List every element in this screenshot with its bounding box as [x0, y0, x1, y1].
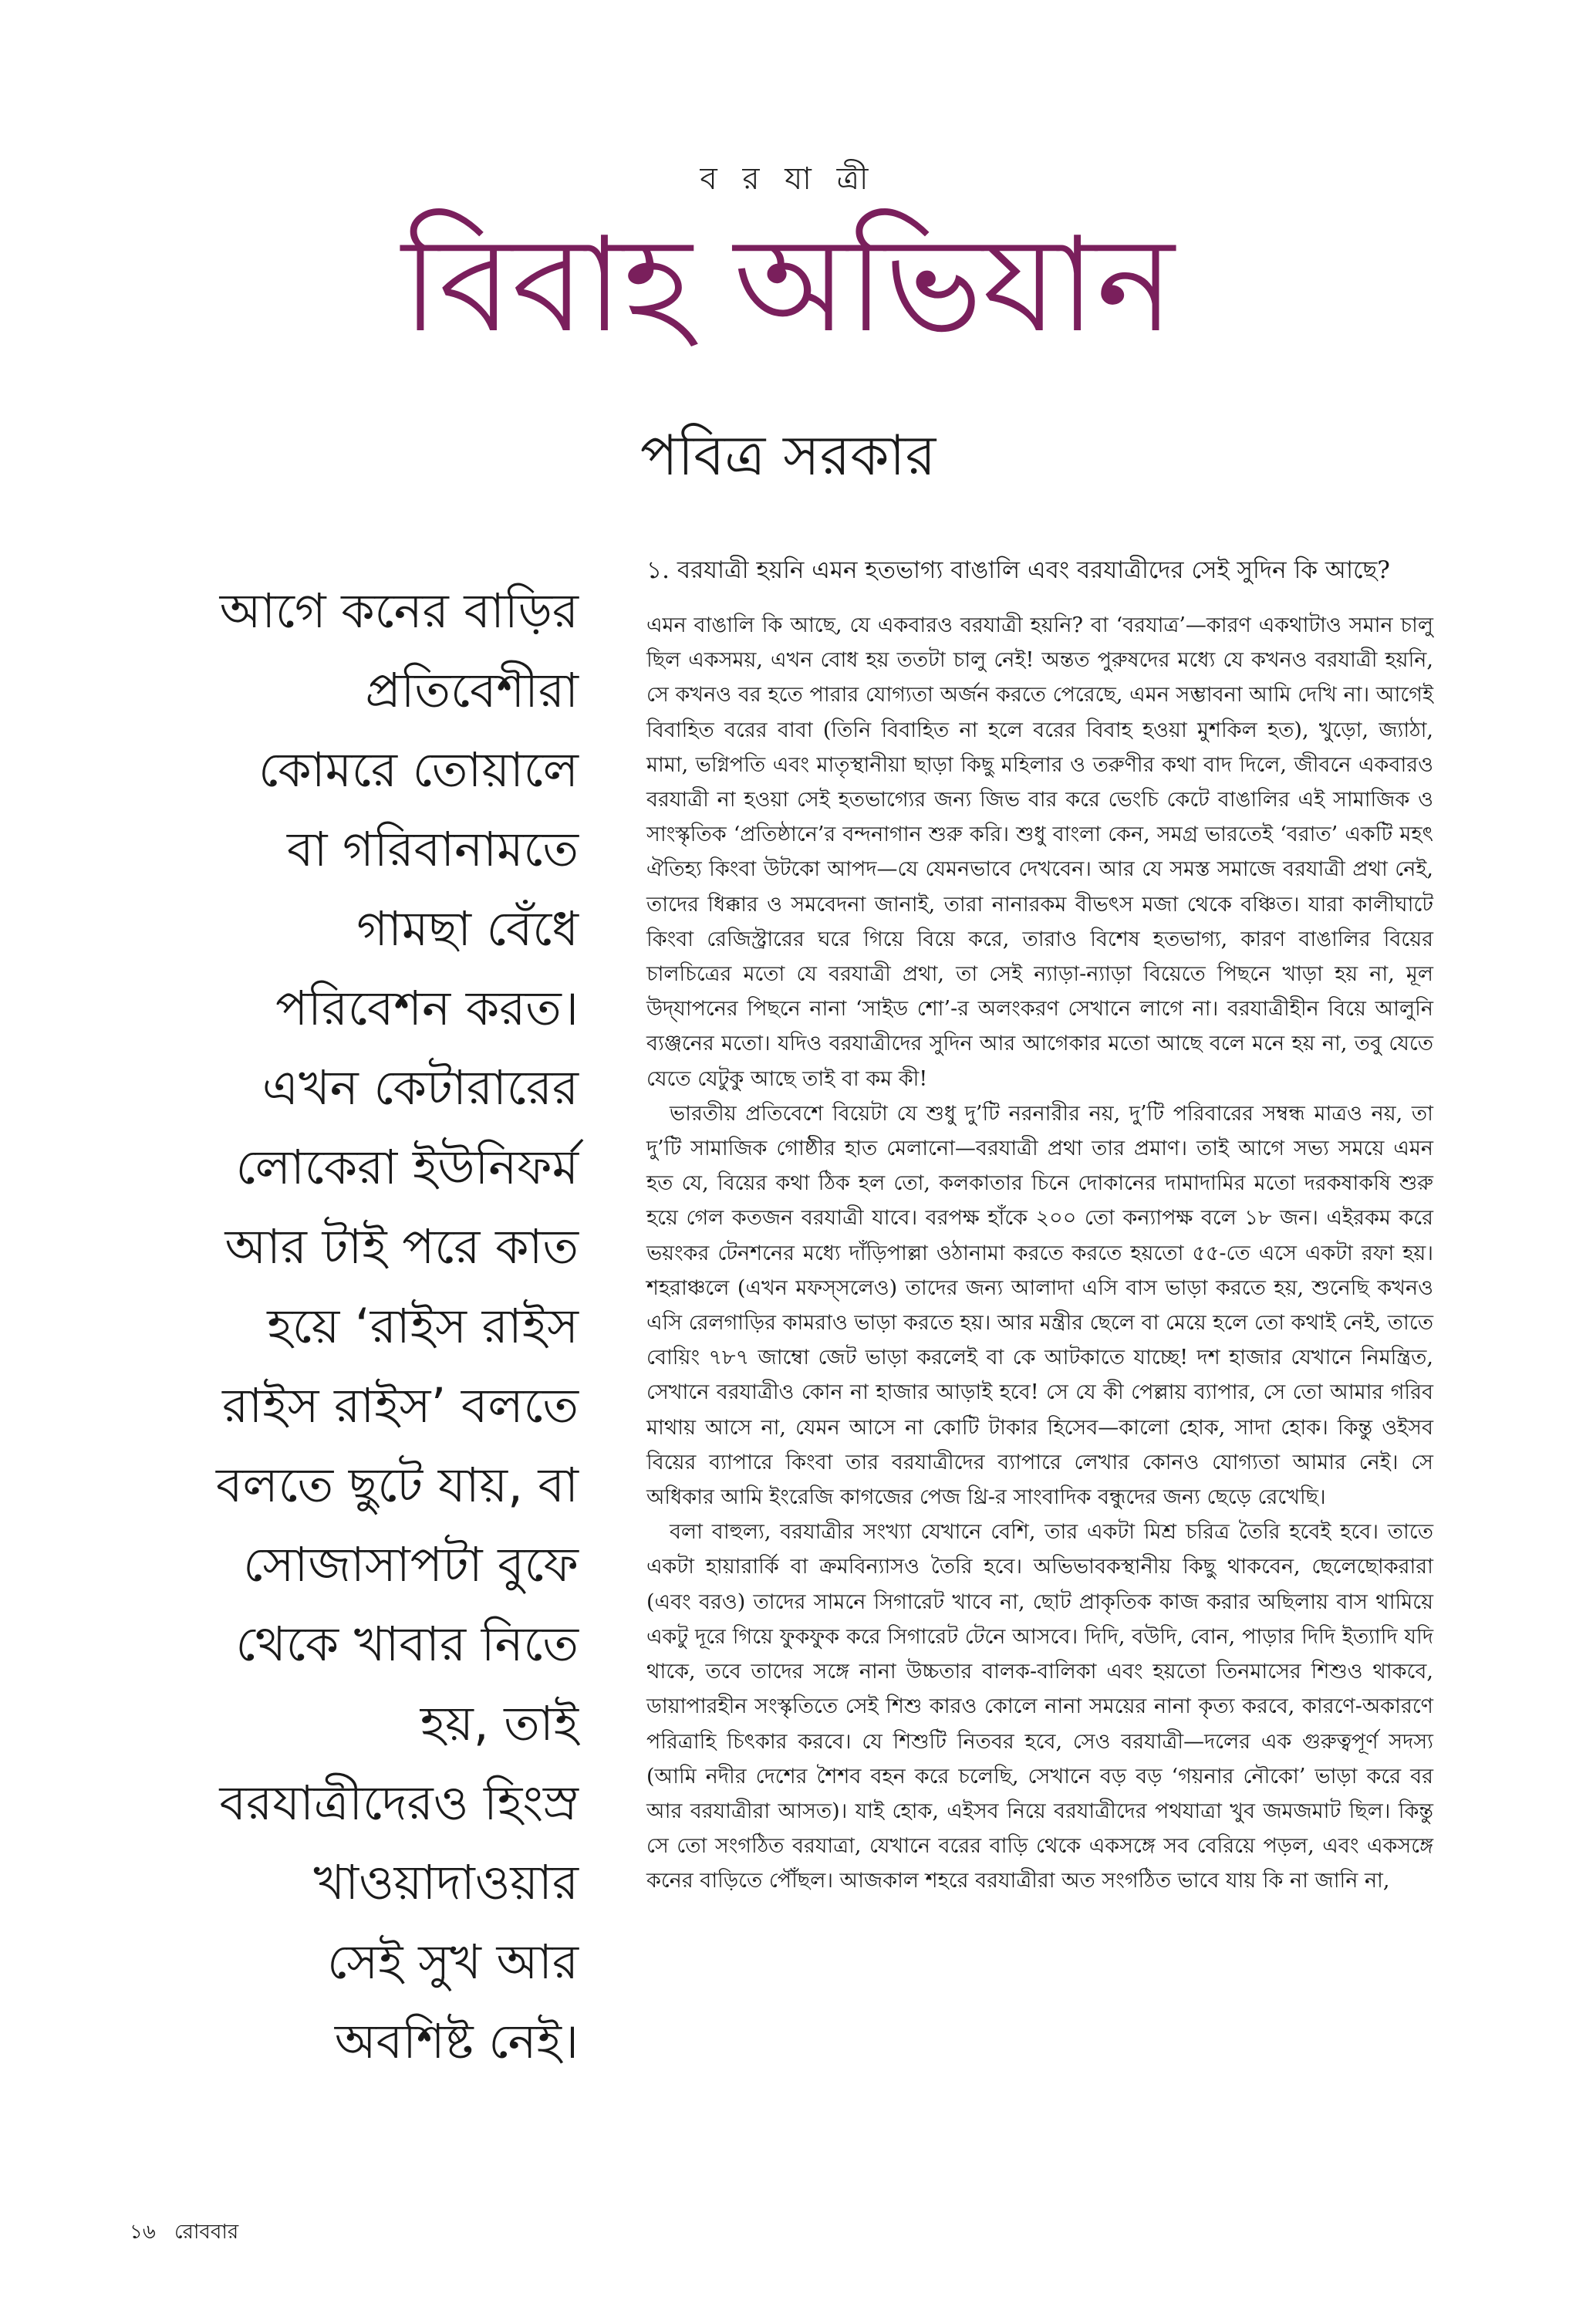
pull-quote-line: হয়, তাই: [420, 1695, 579, 1751]
pull-quote-line: থেকে খাবার নিতে: [235, 1616, 579, 1672]
article-paragraph: বলা বাহুল্য, বরযাত্রীর সংখ্যা যেখানে বেশি, তার একটা মিশ্র চরিত্র তৈরি হবেই হবে। তাতে একটা হায়ারার্কি বা ক্রমবিন্যাসও তৈরি হবে। অভিভাবকস্থানীয় কিছু থাকবেন, ছেলেছোকরারা (এবং বরও) তাদের সামনে সিগারেট খাবে না, ছোট প্রাকৃতিক কাজ করার অছিলায় বাস থামিয়ে একটু দূরে গিয়ে ফুকফুক করে সিগারেট টেনে আসবে। দিদি, বউদি, বোন, পাড়ার দিদি ইত্যাদি যদি থাকে, তবে তাদের সঙ্গে নানা উচ্চতার বালক-বালিকা এবং হয়তো তিনমাসের শিশুও থাকবে, ডায়াপারহীন সংস্কৃতিতে সেই শিশু কারও কোলে নানা সময়ের নানা কৃত্য করবে, কারণে-অকারণে পরিত্রাহি চিৎকার করবে। যে শিশুটি নিতবর হবে, সেও বরযাত্রী—দলের এক গুরুত্বপূর্ণ সদস্য (আমি নদীর দেশের শৈশব বহন করে চলেছি, সেখানে বড় বড় ‘গয়নার নৌকো’ ভাড়া করে বর আর বরযাত্রীরা আসত)। যাই হোক, এইসব নিয়ে বরযাত্রীদের পথযাত্রা খুব জমজমাট ছিল। কিন্তু সে তো সংগঠিত বরযাত্রা, যেখানে বরের বাড়ি থেকে একসঙ্গে সব বেরিয়ে পড়ল, এবং একসঙ্গে কনের বাড়িতে পৌঁছল। আজকাল শহরে বরযাত্রীরা অত সংগঠিত ভাবে যায় কি না জানি না,: [646, 1520, 1433, 1893]
page-number: ১৬: [130, 2221, 156, 2244]
pull-quote-line: বলতে ছুটে যায়, বা: [216, 1457, 579, 1513]
author-name: পবিত্র সরকার: [640, 423, 936, 488]
pull-quote: [116, 571, 579, 2081]
article-body: [646, 554, 1433, 1899]
pull-quote-line: পরিবেশন করত।: [275, 980, 579, 1036]
pull-quote-line: লোকেরা ইউনিফর্ম: [235, 1139, 579, 1195]
pull-quote-line: বরযাত্রীদেরও হিংস্র: [219, 1775, 579, 1831]
pull-quote-line: খাওয়াদাওয়ার: [313, 1854, 579, 1910]
pull-quote-line: রাইস রাইস’ বলতে: [222, 1377, 579, 1434]
pull-quote-line: এখন কেটারারের: [262, 1059, 579, 1116]
pull-quote-line: আগে কনের বাড়ির: [219, 583, 579, 639]
pull-quote-line: কোমরে তোয়ালে: [258, 741, 579, 798]
pull-quote-line: বা গরিবানামতে: [286, 821, 579, 877]
pull-quote-line: অবশিষ্ট নেই।: [334, 2013, 579, 2069]
interview-question: ১. বরযাত্রী হয়নি এমন হতভাগ্য বাঙালি এবং বরযাত্রীদের সেই সুদিন কি আছে?: [646, 556, 1390, 584]
pull-quote-line: সেই সুখ আর: [327, 1934, 579, 1990]
pull-quote-line: হয়ে ‘রাইস রাইস: [267, 1298, 579, 1354]
pull-quote-line: গামছা বেঁধে: [356, 900, 579, 957]
page-footer: [130, 2216, 238, 2250]
article-title: বিবাহ অভিযান: [401, 209, 1175, 362]
article-paragraph: ভারতীয় প্রতিবেশে বিয়েটা যে শুধু দু’টি নরনারীর নয়, দু’টি পরিবারের সম্বন্ধ মাত্রও নয়, তা দু’টি সামাজিক গোষ্ঠীর হাত মেলানো—বরযাত্রী প্রথা তার প্রমাণ। তাই আগে সভ্য সময়ে এমন হত যে, বিয়ের কথা ঠিক হল তো, কলকাতার চিনে দোকানের দামাদামির মতো দরকষাকষি শুরু হয়ে গেল কতজন বরযাত্রী যাবে। বরপক্ষ হাঁকে ২০০ তো কন্যাপক্ষ বলে ১৮ জন। এইরকম করে ভয়ংকর টেনশনের মধ্যে দাঁড়িপাল্লা ওঠানামা করতে করতে হয়তো ৫৫-তে এসে একটা রফা হয়। শহরাঞ্চলে (এখন মফস্‌সলেও) তাদের জন্য আলাদা এসি বাস ভাড়া করতে হয়, শুনেছি কখনও এসি রেলগাড়ির কামরাও ভাড়া করতে হয়। আর মন্ত্রীর ছেলে বা মেয়ে হলে তো কথাই নেই, তাতে বোয়িং ৭৮৭ জাম্বো জেট ভাড়া করলেই বা কে আটকাতে যাচ্ছে! দশ হাজার যেখানে নিমন্ত্রিত, সেখানে বরযাত্রীও কোন না হাজার আড়াই হবে! সে যে কী পেল্লায় ব্যাপার, সে তো আমার গরিব মাথায় আসে না, যেমন আসে না কোটি টাকার হিসেব—কালো হোক, সাদা হোক। কিন্তু ওইসব বিয়ের ব্যাপারে কিংবা তার বরযাত্রীদের ব্যাপারে লেখার কোনও যোগ্যতা আমার নেই। সে অধিকার আমি ইংরেজি কাগজের পেজ থ্রি-র সাংবাদিক বন্ধুদের জন্য ছেড়ে রেখেছি।: [646, 1101, 1433, 1510]
pull-quote-line: সোজাসাপটা বুফে: [243, 1536, 579, 1593]
pull-quote-line: প্রতিবেশীরা: [365, 662, 579, 718]
section-kicker: ব র যা ত্রী: [700, 161, 876, 197]
article-paragraph: এমন বাঙালি কি আছে, যে একবারও বরযাত্রী হয়নি? বা ‘বরযাত্র’—কারণ একথাটাও সমান চালু ছিল একসময়, এখন বোধ হয় ততটা চালু নেই! অন্তত পুরুষদের মধ্যে যে কখনও বরযাত্রী হয়নি, সে কখনও বর হতে পারার যোগ্যতা অর্জন করতে পেরেছে, এমন সম্ভাবনা আমি দেখি না। আগেই বিবাহিত বরের বাবা (তিনি বিবাহিত না হলে বরের বিবাহ হওয়া মুশকিল হত), খুড়ো, জ্যাঠা, মামা, ভগ্নিপতি এবং মাতৃস্থানীয়া ছাড়া কিছু মহিলার ও তরুণীর কথা বাদ দিলে, জীবনে একবারও বরযাত্রী না হওয়া সেই হতভাগ্যের জন্য জিভ বার করে ভেংচি কেটে বাঙালির এই সামাজিক ও সাংস্কৃতিক ‘প্রতিষ্ঠানে’র বন্দনাগান শুরু করি। শুধু বাংলা কেন, সমগ্র ভারতেই ‘বরাত’ একটি মহৎ ঐতিহ্য কিংবা উটকো আপদ—যে যেমনভাবে দেখবেন। আর যে সমস্ত সমাজে বরযাত্রী প্রথা নেই, তাদের ধিক্কার ও সমবেদনা জানাই, তারা নানারকম বীভৎস মজা থেকে বঞ্চিত। যারা কালীঘাটে কিংবা রেজিস্ট্রারের ঘরে গিয়ে বিয়ে করে, তারাও বিশেষ হতভাগ্য, কারণ বাঙালির বিয়ের চালচিত্রের মতো যে বরযাত্রী প্রথা, তা সেই ন্যাড়া-ন্যাড়া বিয়েতে পিছনে খাড়া হয় না, মূল উদ্‌যাপনের পিছনে নানা ‘সাইড শো’-র অলংকরণ সেখানে লাগে না। বরযাত্রীহীন বিয়ে আলুনি ব্যঞ্জনের মতো। যদিও বরযাত্রীদের সুদিন আর আগেকার মতো আছে বলে মনে হয় না, তবু যেতে যেতে যেটুকু আছে তাই বা কম কী!: [646, 613, 1433, 1091]
magazine-name: রোববার: [174, 2221, 239, 2244]
pull-quote-line: আর টাই পরে কাত: [224, 1218, 579, 1275]
